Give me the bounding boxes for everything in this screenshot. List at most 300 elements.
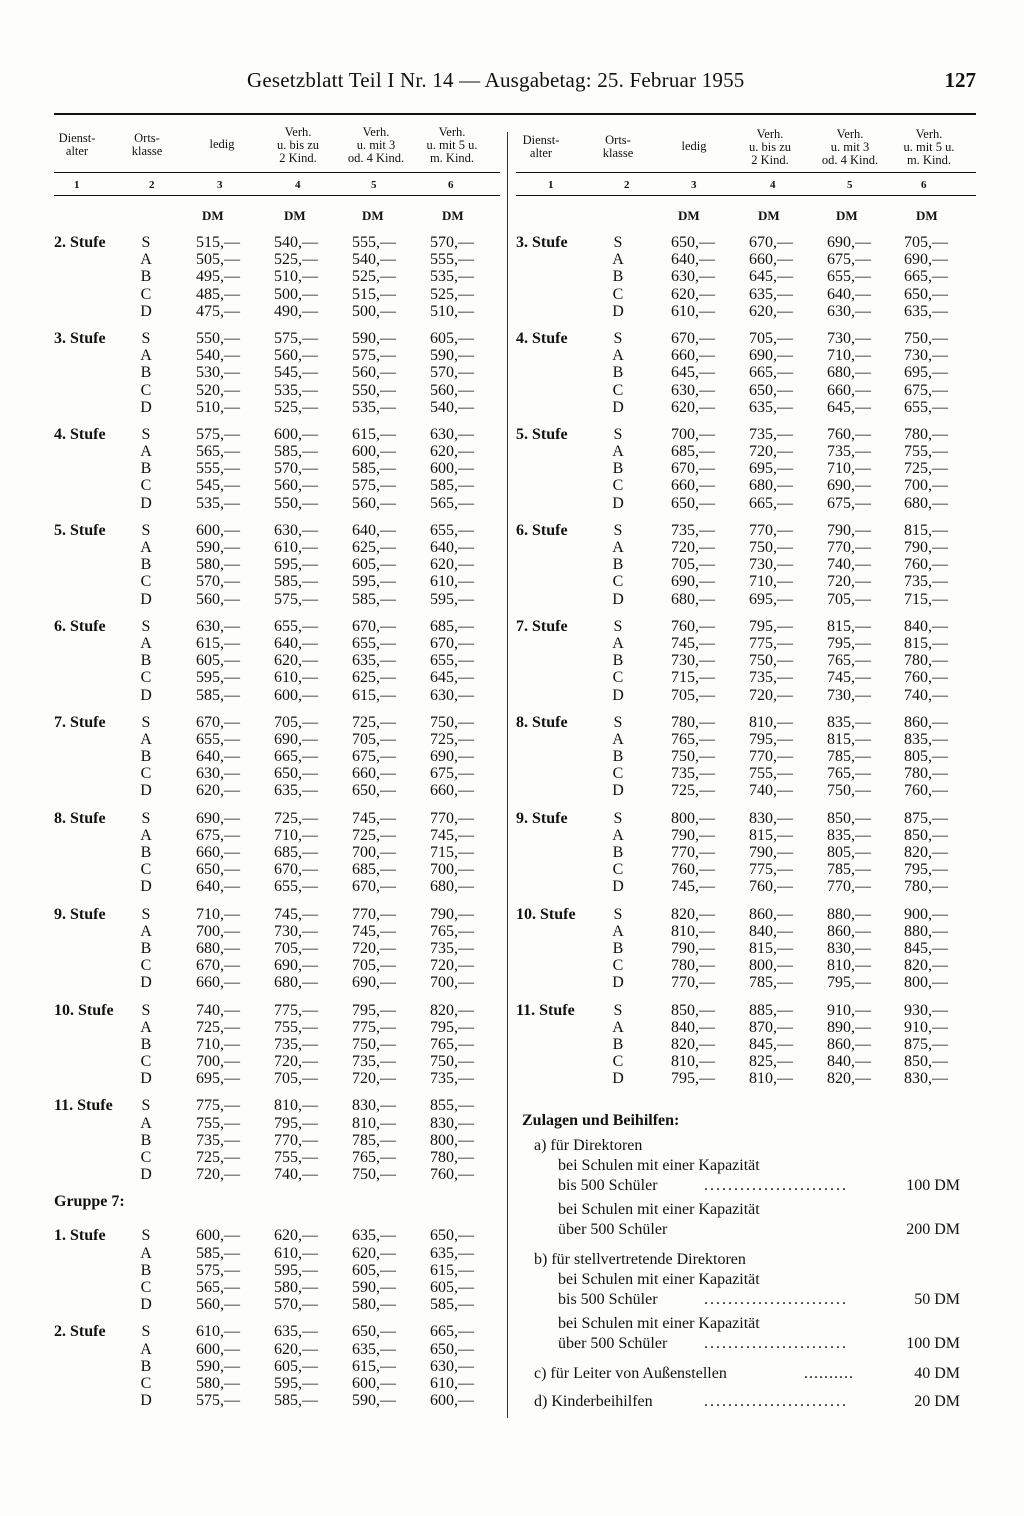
salary-cell: 715,— — [671, 669, 715, 687]
table-row — [516, 906, 976, 923]
salary-cell: 650,— — [430, 1227, 474, 1245]
ortsklasse-cell: D — [140, 494, 152, 512]
salary-cell: 730,— — [274, 922, 318, 940]
salary-cell: 850,— — [827, 809, 871, 827]
salary-cell: 745,— — [274, 905, 318, 923]
salary-cell: 840,— — [749, 922, 793, 940]
salary-cell: 585,— — [274, 443, 318, 461]
salary-cell: 615,— — [352, 1357, 396, 1375]
stufe-label: 6. Stufe — [516, 521, 568, 539]
salary-cell: 790,— — [749, 844, 793, 861]
ortsklasse-cell: B — [612, 556, 624, 574]
table-row — [54, 303, 500, 320]
salary-cell: 750,— — [430, 713, 474, 731]
salary-cell: 595,— — [274, 556, 318, 574]
col-number: 4 — [770, 179, 776, 191]
salary-cell: 605,— — [430, 1278, 474, 1296]
salary-cell: 555,— — [352, 234, 396, 251]
salary-cell: 720,— — [352, 939, 396, 957]
salary-cell: 810,— — [749, 713, 793, 731]
zulagen-title: Zulagen und Beihilfen: — [522, 1112, 680, 1129]
salary-cell: 745,— — [827, 669, 871, 687]
salary-cell: 510,— — [430, 302, 474, 320]
stufe-label: 8. Stufe — [54, 809, 106, 827]
ortsklasse-cell: C — [612, 669, 624, 687]
salary-cell: 540,— — [352, 251, 396, 269]
salary-cell: 720,— — [749, 443, 793, 461]
salary-cell: 620,— — [749, 302, 793, 320]
salary-cell: 585,— — [196, 1244, 240, 1262]
table-row — [516, 957, 976, 974]
header-ortsklasse: Orts- klasse — [131, 131, 163, 158]
zulage-a2-line2: über 500 Schüler — [558, 1221, 668, 1238]
ortsklasse-cell: S — [141, 905, 151, 923]
leader-dots: .......... — [804, 1365, 854, 1382]
salary-cell: 625,— — [352, 669, 396, 687]
ortsklasse-cell: A — [612, 251, 624, 269]
table-row — [54, 748, 500, 765]
salary-cell: 725,— — [352, 713, 396, 731]
salary-cell: 725,— — [904, 460, 948, 478]
ortsklasse-cell: B — [140, 652, 152, 670]
salary-cell: 540,— — [196, 347, 240, 365]
salary-cell: 710,— — [827, 347, 871, 365]
salary-cell: 720,— — [671, 539, 715, 556]
salary-cell: 575,— — [196, 1392, 240, 1410]
ortsklasse-cell: C — [140, 957, 152, 975]
table-row — [54, 347, 500, 364]
salary-cell: 795,— — [749, 617, 793, 635]
salary-cell: 490,— — [274, 302, 318, 320]
ortsklasse-cell: D — [140, 590, 152, 608]
salary-cell: 890,— — [827, 1018, 871, 1036]
table-row — [54, 1358, 500, 1375]
salary-cell: 750,— — [352, 1035, 396, 1053]
salary-cell: 765,— — [827, 652, 871, 670]
ortsklasse-cell: D — [140, 1070, 152, 1088]
salary-cell: 635,— — [352, 652, 396, 670]
table-row — [516, 539, 976, 556]
ortsklasse-cell: S — [141, 1323, 151, 1341]
stufe-label: 4. Stufe — [54, 425, 106, 443]
currency-label: DM — [284, 208, 306, 223]
salary-cell: 650,— — [671, 234, 715, 251]
salary-cell: 725,— — [196, 1018, 240, 1036]
salary-cell: 640,— — [352, 521, 396, 539]
table-row — [54, 1227, 500, 1244]
ortsklasse-cell: S — [141, 521, 151, 539]
table-row — [54, 1296, 500, 1313]
salary-cell: 760,— — [904, 782, 948, 800]
table-row — [54, 522, 500, 539]
stufe-block — [516, 522, 976, 608]
ortsklasse-cell: C — [612, 765, 624, 783]
ortsklasse-cell: C — [612, 861, 624, 879]
salary-cell: 790,— — [827, 521, 871, 539]
salary-cell: 820,— — [671, 1035, 715, 1053]
salary-cell: 735,— — [430, 939, 474, 957]
salary-cell: 785,— — [827, 861, 871, 879]
table-row — [54, 1245, 500, 1262]
salary-cell: 730,— — [827, 686, 871, 704]
table-row — [54, 460, 500, 477]
ortsklasse-cell: C — [140, 861, 152, 879]
zulage-a2-amount: 200 DM — [906, 1221, 960, 1238]
table-row — [54, 477, 500, 494]
salary-cell: 640,— — [671, 251, 715, 269]
salary-cell: 725,— — [352, 826, 396, 844]
salary-cell: 610,— — [274, 669, 318, 687]
ortsklasse-cell: S — [613, 713, 623, 731]
right-salary-table — [516, 234, 976, 1087]
salary-cell: 560,— — [196, 1296, 240, 1314]
salary-cell: 630,— — [671, 268, 715, 286]
salary-cell: 730,— — [671, 652, 715, 670]
header-verh-5: Verh. u. mit 5 u. m. Kind. — [903, 127, 955, 167]
salary-cell: 660,— — [827, 381, 871, 399]
salary-cell: 565,— — [430, 494, 474, 512]
table-row — [54, 1392, 500, 1409]
salary-cell: 665,— — [749, 494, 793, 512]
table-row — [54, 1375, 500, 1392]
salary-cell: 720,— — [430, 957, 474, 975]
zulage-a-label-row — [522, 1136, 972, 1156]
ortsklasse-cell: C — [140, 381, 152, 399]
salary-cell: 880,— — [827, 905, 871, 923]
zulage-c-label: c) für Leiter von Außenstellen — [534, 1365, 727, 1382]
salary-cell: 750,— — [904, 329, 948, 347]
salary-cell: 810,— — [274, 1097, 318, 1115]
ortsklasse-cell: A — [140, 1244, 152, 1262]
salary-cell: 910,— — [904, 1018, 948, 1036]
salary-cell: 565,— — [196, 1278, 240, 1296]
salary-cell: 755,— — [274, 1149, 318, 1166]
salary-cell: 585,— — [430, 477, 474, 495]
table-row — [516, 251, 976, 268]
salary-cell: 610,— — [196, 1323, 240, 1341]
salary-cell: 740,— — [749, 782, 793, 800]
table-row — [54, 268, 500, 285]
header-dienstalter: Dienst- alter — [522, 133, 560, 160]
salary-cell: 690,— — [749, 347, 793, 365]
zulage-b1-row — [522, 1290, 972, 1310]
salary-cell: 725,— — [671, 782, 715, 800]
ortsklasse-cell: A — [140, 539, 152, 556]
stufe-block — [516, 810, 976, 896]
salary-cell: 660,— — [671, 477, 715, 495]
salary-cell: 595,— — [430, 590, 474, 608]
salary-cell: 655,— — [274, 878, 318, 896]
salary-cell: 735,— — [671, 765, 715, 783]
salary-cell: 765,— — [827, 765, 871, 783]
salary-cell: 590,— — [352, 329, 396, 347]
ortsklasse-cell: B — [140, 364, 152, 382]
salary-cell: 635,— — [749, 398, 793, 416]
ortsklasse-cell: D — [612, 878, 624, 896]
salary-cell: 580,— — [274, 1278, 318, 1296]
table-row — [516, 268, 976, 285]
header-rule — [54, 113, 976, 115]
salary-cell: 680,— — [430, 878, 474, 896]
ortsklasse-cell: A — [140, 922, 152, 940]
table-row — [54, 635, 500, 652]
salary-cell: 785,— — [827, 748, 871, 766]
salary-cell: 730,— — [749, 556, 793, 574]
table-row — [516, 687, 976, 704]
salary-cell: 705,— — [749, 329, 793, 347]
salary-cell: 695,— — [196, 1070, 240, 1088]
salary-cell: 530,— — [196, 364, 240, 382]
salary-cell: 635,— — [430, 1244, 474, 1262]
zulage-a1-line1: bei Schulen mit einer Kapazität — [558, 1157, 760, 1174]
stufe-block — [54, 426, 500, 512]
salary-cell: 770,— — [749, 748, 793, 766]
salary-cell: 615,— — [196, 634, 240, 652]
salary-cell: 770,— — [430, 809, 474, 827]
table-row — [516, 618, 976, 635]
salary-cell: 880,— — [904, 922, 948, 940]
ortsklasse-cell: A — [140, 347, 152, 365]
stufe-label: 8. Stufe — [516, 713, 568, 731]
col-number: 3 — [691, 179, 697, 191]
salary-cell: 745,— — [352, 809, 396, 827]
salary-cell: 770,— — [274, 1131, 318, 1149]
salary-cell: 900,— — [904, 905, 948, 923]
table-row — [516, 426, 976, 443]
table-row — [54, 573, 500, 590]
salary-cell: 475,— — [196, 302, 240, 320]
salary-cell: 810,— — [671, 1053, 715, 1071]
salary-cell: 690,— — [827, 477, 871, 495]
salary-cell: 705,— — [274, 713, 318, 731]
salary-cell: 600,— — [196, 1340, 240, 1358]
salary-cell: 790,— — [671, 826, 715, 844]
col-number: 5 — [371, 179, 377, 191]
salary-cell: 780,— — [904, 652, 948, 670]
table-row — [54, 1036, 500, 1053]
table-row — [516, 234, 976, 251]
salary-cell: 875,— — [904, 1035, 948, 1053]
salary-cell: 700,— — [671, 425, 715, 443]
salary-cell: 650,— — [352, 782, 396, 800]
salary-cell: 575,— — [352, 477, 396, 495]
stufe-block — [54, 906, 500, 992]
ortsklasse-cell: A — [140, 634, 152, 652]
salary-cell: 680,— — [904, 494, 948, 512]
salary-cell: 665,— — [430, 1323, 474, 1341]
salary-cell: 815,— — [749, 939, 793, 957]
page-title: Gesetzblatt Teil I Nr. 14 — Ausgabetag: 25. Februar 1955 — [247, 68, 745, 92]
salary-cell: 600,— — [196, 521, 240, 539]
salary-cell: 755,— — [749, 765, 793, 783]
ortsklasse-cell: D — [612, 494, 624, 512]
ortsklasse-cell: A — [612, 539, 624, 556]
stufe-block — [516, 906, 976, 992]
salary-cell: 750,— — [671, 748, 715, 766]
salary-cell: 580,— — [352, 1296, 396, 1314]
salary-cell: 760,— — [904, 556, 948, 574]
salary-cell: 725,— — [196, 1149, 240, 1166]
zulagen-section — [522, 1112, 972, 1412]
salary-cell: 735,— — [352, 1053, 396, 1071]
zulage-b1-line2: bis 500 Schüler — [558, 1291, 658, 1308]
table-row — [54, 618, 500, 635]
ortsklasse-cell: B — [140, 268, 152, 286]
currency-label: DM — [362, 208, 384, 223]
stufe-block — [516, 426, 976, 512]
salary-cell: 590,— — [352, 1278, 396, 1296]
salary-cell: 650,— — [430, 1340, 474, 1358]
salary-cell: 600,— — [430, 460, 474, 478]
salary-cell: 670,— — [430, 634, 474, 652]
salary-cell: 540,— — [274, 234, 318, 251]
table-row — [54, 1053, 500, 1070]
stufe-label: 6. Stufe — [54, 617, 106, 635]
salary-cell: 655,— — [196, 730, 240, 748]
salary-cell: 750,— — [827, 782, 871, 800]
stufe-label: 11. Stufe — [54, 1097, 113, 1115]
salary-cell: 635,— — [274, 1323, 318, 1341]
salary-cell: 690,— — [352, 974, 396, 992]
salary-cell: 870,— — [749, 1018, 793, 1036]
ortsklasse-cell: S — [141, 329, 151, 347]
col-number: 5 — [847, 179, 853, 191]
salary-cell: 670,— — [196, 713, 240, 731]
salary-cell: 790,— — [430, 905, 474, 923]
salary-cell: 550,— — [196, 329, 240, 347]
table-row — [516, 782, 976, 799]
table-row — [516, 573, 976, 590]
table-row — [516, 1053, 976, 1070]
salary-cell: 770,— — [671, 974, 715, 992]
salary-cell: 795,— — [352, 1001, 396, 1019]
ortsklasse-cell: S — [613, 905, 623, 923]
salary-cell: 780,— — [904, 765, 948, 783]
ortsklasse-cell: A — [612, 826, 624, 844]
gruppe-7-table — [54, 1227, 500, 1409]
ortsklasse-cell: B — [140, 939, 152, 957]
salary-cell: 555,— — [430, 251, 474, 269]
stufe-label: 10. Stufe — [54, 1001, 114, 1019]
zulage-d-amount: 20 DM — [914, 1393, 960, 1410]
salary-cell: 620,— — [352, 1244, 396, 1262]
leader-dots: ........................ — [704, 1393, 848, 1410]
salary-cell: 655,— — [274, 617, 318, 635]
ortsklasse-cell: A — [612, 634, 624, 652]
salary-cell: 715,— — [430, 844, 474, 861]
salary-cell: 700,— — [352, 844, 396, 861]
salary-cell: 635,— — [749, 285, 793, 303]
ortsklasse-cell: C — [612, 573, 624, 591]
leader-dots: ........................ — [704, 1335, 848, 1352]
stufe-label: 11. Stufe — [516, 1001, 575, 1019]
salary-cell: 605,— — [274, 1357, 318, 1375]
salary-cell: 675,— — [196, 826, 240, 844]
ortsklasse-cell: A — [612, 347, 624, 365]
salary-cell: 515,— — [196, 234, 240, 251]
salary-cell: 910,— — [827, 1001, 871, 1019]
ortsklasse-cell: A — [140, 1018, 152, 1036]
zulage-a1-row — [522, 1176, 972, 1196]
table-row — [54, 1019, 500, 1036]
ortsklasse-cell: B — [612, 844, 624, 861]
salary-cell: 550,— — [352, 381, 396, 399]
salary-cell: 670,— — [274, 861, 318, 879]
stufe-block — [516, 1002, 976, 1088]
table-row — [516, 364, 976, 381]
salary-cell: 705,— — [904, 234, 948, 251]
salary-cell: 685,— — [671, 443, 715, 461]
salary-cell: 680,— — [274, 974, 318, 992]
salary-cell: 535,— — [196, 494, 240, 512]
stufe-block — [54, 1323, 500, 1409]
ortsklasse-cell: C — [612, 381, 624, 399]
zulage-b2-row — [522, 1314, 972, 1334]
zulage-b2-amount: 100 DM — [906, 1335, 960, 1352]
left-salary-table — [54, 234, 500, 1183]
salary-cell: 765,— — [671, 730, 715, 748]
ortsklasse-cell: C — [140, 573, 152, 591]
zulage-b-label: b) für stellvertretende Direktoren — [534, 1251, 746, 1268]
zulage-a1-amount: 100 DM — [906, 1177, 960, 1194]
salary-cell: 620,— — [671, 285, 715, 303]
currency-label: DM — [442, 208, 464, 223]
table-row — [516, 765, 976, 782]
salary-cell: 500,— — [274, 285, 318, 303]
stufe-block — [54, 1097, 500, 1183]
ortsklasse-cell: S — [141, 1227, 151, 1245]
salary-cell: 815,— — [827, 730, 871, 748]
table-row — [516, 443, 976, 460]
salary-cell: 745,— — [671, 634, 715, 652]
salary-cell: 705,— — [274, 1070, 318, 1088]
salary-cell: 605,— — [196, 652, 240, 670]
ortsklasse-cell: B — [612, 652, 624, 670]
table-row — [516, 827, 976, 844]
ortsklasse-cell: B — [612, 1035, 624, 1053]
table-row — [54, 861, 500, 878]
salary-cell: 695,— — [749, 590, 793, 608]
salary-cell: 685,— — [430, 617, 474, 635]
table-row — [516, 923, 976, 940]
header-verh-2: Verh. u. bis zu 2 Kind. — [748, 127, 791, 167]
ortsklasse-cell: C — [140, 1374, 152, 1392]
salary-cell: 545,— — [196, 477, 240, 495]
header-verh-34: Verh. u. mit 3 od. 4 Kind. — [347, 125, 405, 165]
salary-cell: 610,— — [430, 573, 474, 591]
ortsklasse-cell: S — [613, 521, 623, 539]
col-number: 2 — [624, 179, 630, 191]
salary-cell: 660,— — [196, 974, 240, 992]
stufe-block — [54, 1002, 500, 1088]
salary-cell: 735,— — [827, 443, 871, 461]
salary-cell: 675,— — [827, 251, 871, 269]
salary-cell: 750,— — [749, 652, 793, 670]
ortsklasse-cell: S — [613, 329, 623, 347]
salary-cell: 565,— — [196, 443, 240, 461]
salary-cell: 740,— — [274, 1166, 318, 1184]
salary-cell: 750,— — [352, 1166, 396, 1184]
table-row — [54, 1166, 500, 1183]
salary-cell: 705,— — [671, 686, 715, 704]
salary-cell: 630,— — [430, 425, 474, 443]
salary-cell: 680,— — [196, 939, 240, 957]
table-row — [54, 1115, 500, 1132]
ortsklasse-cell: A — [140, 1340, 152, 1358]
salary-cell: 600,— — [274, 686, 318, 704]
table-row — [54, 827, 500, 844]
salary-cell: 795,— — [749, 730, 793, 748]
